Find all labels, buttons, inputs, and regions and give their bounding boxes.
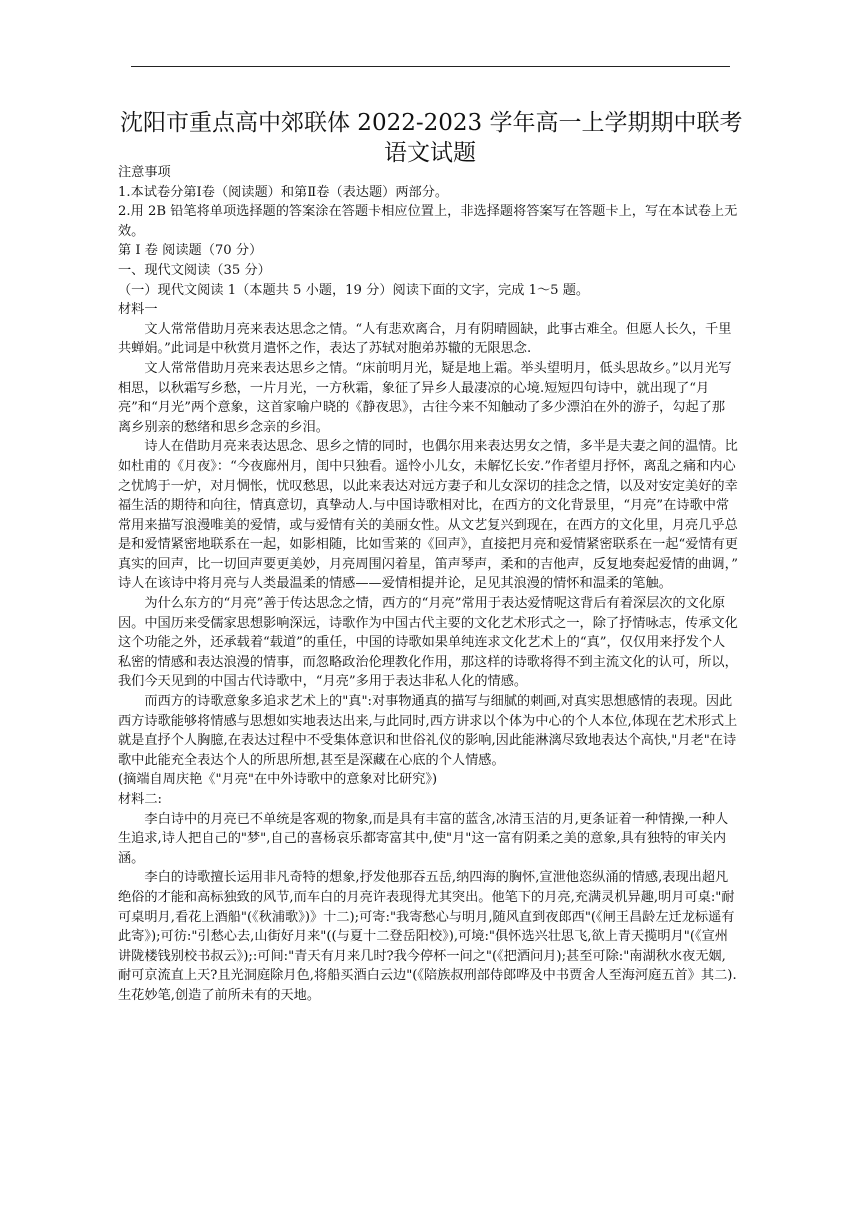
material-1-source: (摘端自周庆艳《"月亮"在中外诗歌中的意象对比研究》) [118,772,438,788]
material-2-paragraph-1: 李白诗中的月亮已不单统是客观的物象,而是具有丰富的蓝含,冰清玉洁的月,更条证着一种情操,一种人生追求,诗人把自己的"梦",自己的喜杨哀乐都寄富其中,使"月"这一富有阴柔之美的意象,具有独特的审关内涵。 [118,811,729,866]
material-1-paragraph-1: 文人常常借助月亮来表达思念之情。“人有悲欢离合，月有阴晴圆缺，此事古难全。但愿人长久，千里共蝉娟。”此词是中秋赏月遣怀之作，表达了苏轼对胞弟苏辙的无限思念. [118,321,732,357]
material-2-paragraph-2: 李白的诗歌擅长运用非凡奇特的想象,抒发他那吞五岳,纳四海的胸怀,宣泄他恣纵涌的情感,表现出超凡绝俗的才能和高标独致的风节,而车白的月亮许表现得尤其突出。他笔下的月亮,充满灵机异趣,明月可桌:"耐可桌明月,看花上酒船"(《秋浦歌》)》十二);可寄:"我寄愁心与明月,随风直到夜郎西"(《闸王昌龄左迁龙标遥有此寄》);可彷:"引愁心去,山街好月来"((与夏十二登岳阳校》),可境:"俱怀选兴壮思飞,欲上青天揽明月"(《宣州讲陇楼钱别校书叔云》);:可间:"青天有月来几时?我今停杯一问之"(《把酒问月);甚至可除:"南湖秋水夜无姻,耐可京流直上天?且光洞庭除月色,将船买酒白云边"(《陪族叔刑部侍郎哗及中书贾舍人至海河庭五首》其二).生花妙笔,创造了前所未有的天地。 [118,870,737,1003]
notice-item-2: 2.用 2B 铅笔将单项选择题的答案涂在答题卡相应位置上，非选择题将答案写在答题卡上，写在本试卷上无效。 [118,204,738,239]
exam-title: 沈阳市重点高中郊联体 2022-2023 学年高一上学期期中联考 [120,110,743,136]
material-2-label: 材料二: [118,792,163,807]
notice-item-1: 1.本试卷分第Ⅰ卷（阅读题）和第Ⅱ卷（表达题）两部分。 [118,184,449,200]
section-heading: 一、现代文阅读（35 分） [118,262,271,278]
notice-heading: 注意事项 [118,165,171,180]
material-1-paragraph-3: 诗人在借助月亮来表达思念、思乡之情的同时，也偶尔用来表达男女之情，多半是夫妻之间的温情。比如杜甫的《月夜》：“今夜廊州月，闺中只独看。遥怜小儿女，未解忆长安.”作者望月抒怀，离乱之痛和内心之忧鸠于一炉，对月惆怅，忧叹愁思，以此来表达对远方妻子和儿女深切的挂念之情，以及对安定美好的幸福生活的期待和向往，情真意切，真挚动人.与中国诗歌相对比，在西方的文化背景里，“月亮”在诗歌中常常用来描写浪漫唯美的爱情，或与爱情有关的美丽女性。从文艺复兴到现在，在西方的文化里，月亮几乎总是和爱情紧密地联系在一起，如影相随，比如雪莱的《回声》，直接把月亮和爱情紧密联系在一起“爱情有更真实的回声，比一切回声要更美妙，月亮周围闪着星，笛声琴声，柔和的吉他声，反复地奏起爱情的曲调，” 诗人在该诗中将月亮与人类最温柔的情感——爱情相提并论，足见其浪漫的情怀和温柔的笔触。 [118,439,738,592]
exam-subject-title: 语文试题 [384,140,476,166]
material-1-paragraph-4: 为什么东方的“月亮”善于传达思念之情，西方的“月亮”常用于表达爱情呢这背后有着深层次的文化原因。中国历来受儒家思想影响深远，诗歌作为中国古代主要的文化艺术形式之一，除了抒情咏志，传承文化这个功能之外，还承载着“载道”的重任，中国的诗歌如果单纯连求文化艺术上的“真”，仅仅用来抒发个人私密的情感和表达浪漫的情事，而忽略政治伦理教化作用，那这样的诗歌将得不到主流文化的认可，所以，我们今天见到的中国古代诗歌中，“月亮”多用于表达非私人化的情感。 [118,596,738,690]
header-rule [131,66,730,67]
subsection-heading: （一）现代文阅读 1（本题共 5 小题，19 分）阅读下面的文字，完成 1～5 题。 [118,282,590,298]
material-1-paragraph-5: 而西方的诗歌意象多追求艺术上的"真":对事物通真的描写与细腻的刺画,对真实思想感情的表现。因此西方诗歌能够将情感与思想如实地表达出来,与此同时,西方讲求以个体为中心的个人本位,体现在艺术形式上就是直抒个人胸臆,在表达过程中不受集体意识和世俗礼仪的影响,因此能淋漓尽致地表达个高快,"月老"在诗歌中此能充全表达个人的所思所想,甚至是深藏在心底的个人情感。 [118,694,738,768]
exam-body [118,163,738,1006]
part-heading: 第 I 卷 阅读题（70 分） [118,243,263,259]
material-1-paragraph-2: 文人常常借助月亮来表达思乡之情。“床前明月光，疑是地上霜。举头望明月，低头思故乡。”以月光写相思，以秋霜写乡愁，一片月光，一方秋霜，象征了异乡人最凄凉的心境.短短四句诗中，就出现了“月亮”和“月光”两个意象，这首家喻户晓的《静夜思》，古往今来不知触动了多少漂泊在外的游子，勾起了那离乡别亲的愁绪和思乡念亲的乡泪。 [118,360,732,435]
material-1-label: 材料一 [118,302,158,318]
